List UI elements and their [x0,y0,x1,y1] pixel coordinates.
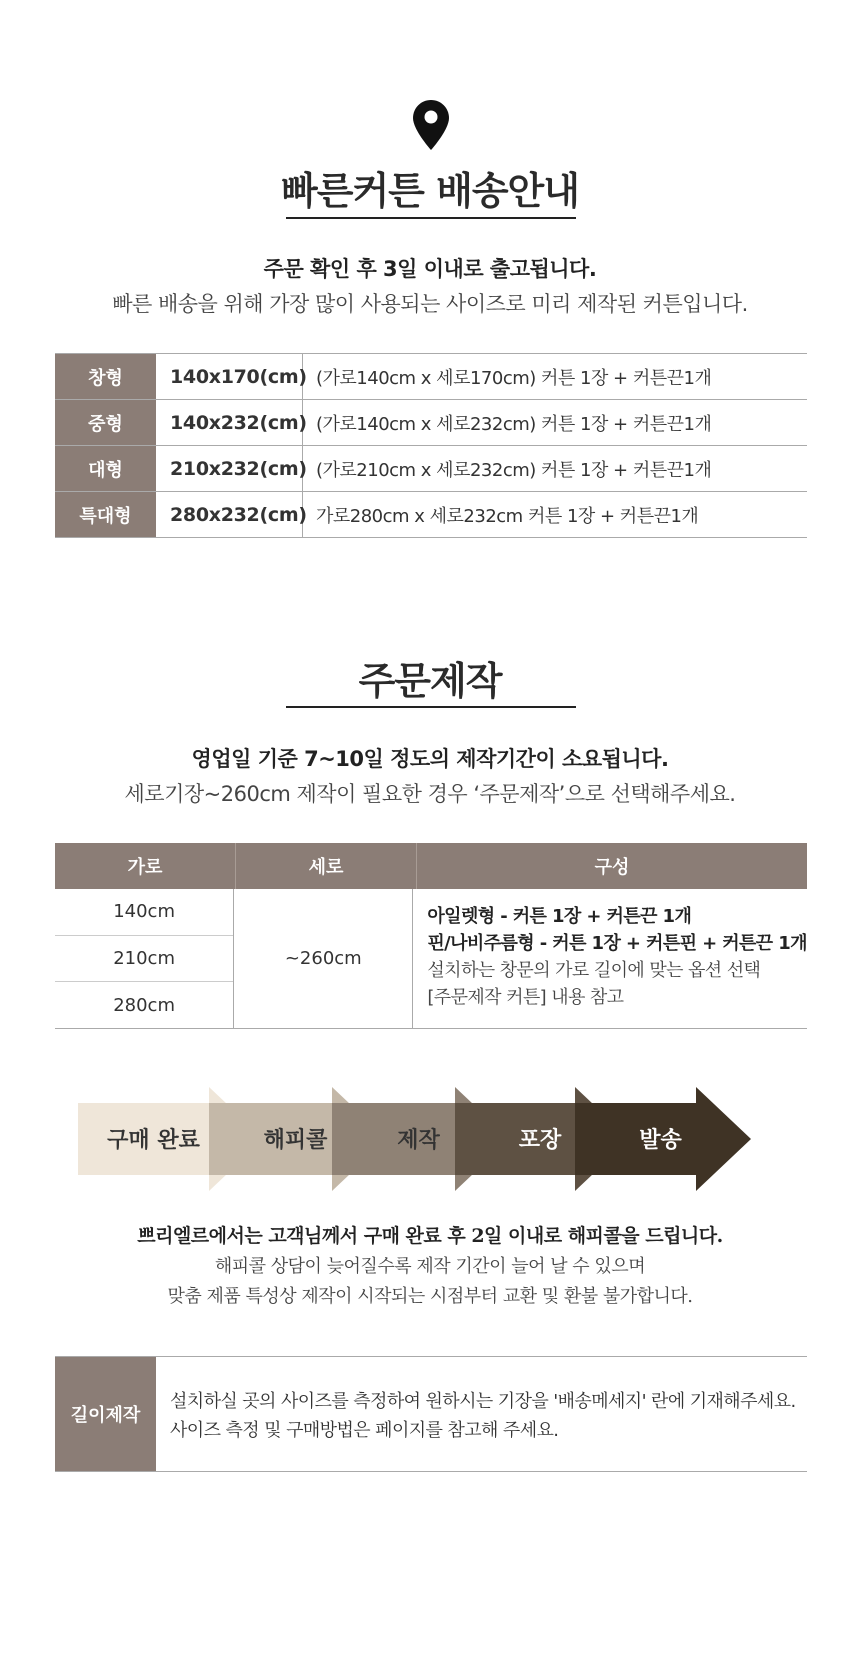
table-row [55,446,807,492]
table-row [55,400,807,446]
size-value: 140x232(cm) [156,400,303,445]
table-row [55,492,807,538]
step-happy-call: 해피콜 [263,1127,328,1153]
length-line: 설치하실 곳의 사이즈를 측정하여 원하시는 기장을 '배송메세지' 란에 기재해주세요. [170,1391,796,1412]
notice-line: 해피콜 상담이 늦어질수록 제작 기간이 늘어 날 수 있으며 [214,1256,646,1277]
length-line: 사이즈 측정 및 구매방법은 페이지를 참고해 주세요. [170,1420,559,1441]
composition-note: [주문제작 커튼] 내용 참고 [427,987,624,1008]
size-value: 210x232(cm) [156,446,303,491]
size-value: 140x170(cm) [156,354,303,399]
notice-happy-call: 쁘리엘르에서는 고객님께서 구매 완료 후 2일 이내로 해피콜을 드립니다. [137,1225,723,1247]
composition-note: 설치하는 창문의 가로 길이에 맞는 옵션 선택 [427,960,761,981]
step-purchase-complete: 구매 완료 [107,1127,200,1153]
width-column [55,889,234,1028]
notice-line: 맞춤 제품 특성상 제작이 시작되는 시점부터 교환 및 환불 불가합니다. [167,1286,693,1307]
title-underline [286,217,576,219]
length-label: 길이제작 [55,1357,156,1471]
step-shipping: 발송 [639,1127,682,1153]
shipping-subtext: 빠른 배송을 위해 가장 많이 사용되는 사이즈로 미리 제작된 커튼입니다. [112,292,748,316]
custom-order-table [55,843,807,1029]
location-pin-icon [413,100,449,150]
header-height: 세로 [236,843,417,889]
size-type: 특대형 [55,492,156,537]
custom-order-subtext: 세로기장~260cm 제작이 필요한 경우 ‘주문제작’으로 선택해주세요. [124,782,736,806]
custom-order-title: 주문제작 [358,659,502,703]
width-cell: 210cm [55,936,233,983]
composition-eyelet: 아일렛형 - 커튼 1장 + 커튼끈 1개 [427,906,692,927]
step-packaging: 포장 [518,1127,562,1153]
table-body [55,889,807,1029]
custom-order-lead: 영업일 기준 7~10일 정도의 제작기간이 소요됩니다. [191,747,669,771]
shipping-lead: 주문 확인 후 3일 이내로 출고됩니다. [263,257,597,281]
composition-pinch: 핀/나비주름형 - 커튼 1장 + 커튼핀 + 커튼끈 1개 [427,933,807,954]
length-order-table [55,1356,807,1472]
width-cell: 280cm [113,994,175,1016]
shipping-title: 빠른커튼 배송안내 [281,169,579,213]
size-type: 대형 [55,446,156,491]
title-underline [286,706,576,708]
quick-curtain-table [55,353,807,538]
size-type: 중형 [55,400,156,445]
size-description: (가로210cm x 세로232cm) 커튼 1장 + 커튼끈1개 [316,459,712,481]
length-description [156,1357,807,1471]
size-description: 가로280cm x 세로232cm 커튼 1장 + 커튼끈1개 [316,505,699,527]
size-value: 280x232(cm) [156,492,303,537]
height-cell: ~260cm [234,889,413,1028]
width-cell: 140cm [55,889,233,936]
step-production: 제작 [397,1127,440,1153]
size-type: 창형 [55,354,156,399]
header-width: 가로 [55,843,236,889]
table-row [55,354,807,400]
process-flow [78,1087,786,1191]
size-description: (가로140cm x 세로232cm) 커튼 1장 + 커튼끈1개 [316,413,712,435]
composition-cell [413,889,807,1028]
table-header [55,843,807,889]
header-composition: 구성 [594,857,630,878]
size-description: (가로140cm x 세로170cm) 커튼 1장 + 커튼끈1개 [316,367,712,389]
